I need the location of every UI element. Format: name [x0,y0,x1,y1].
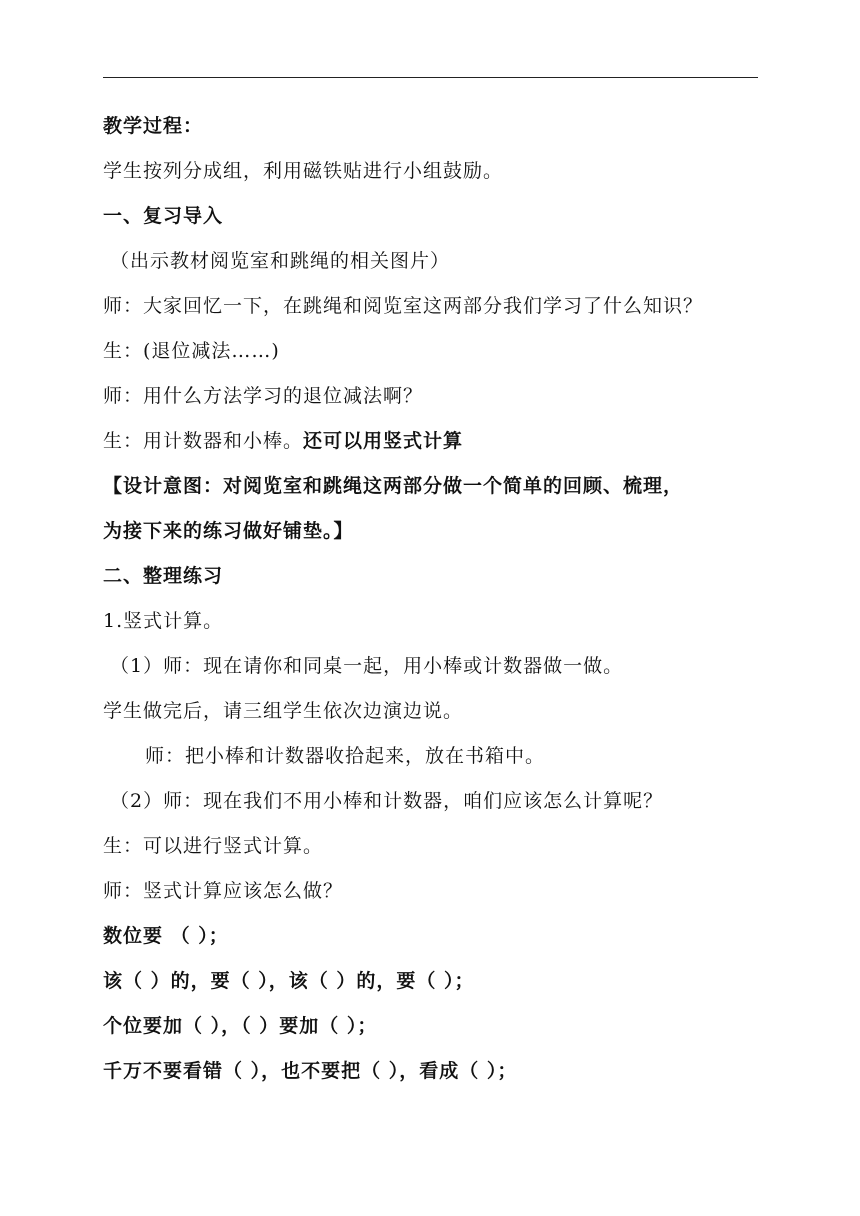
design-intent-line-1: 【设计意图：对阅览室和跳绳这两部分做一个简单的回顾、梳理， [103,475,684,497]
student-line-vertical: 生：可以进行竖式计算。 [103,835,324,857]
teaching-process-heading: 教学过程： [103,115,204,137]
student-line-tools [103,429,463,453]
rule-line-borrow: 该（ ）的，要（ ），该（ ）的，要（ ）； [103,970,475,992]
section-heading-review: 一、复习导入 [103,205,224,227]
design-intent-line-2: 为接下来的练习做好铺垫。】 [103,520,354,542]
teacher-line-put-away: 师：把小棒和计数器收拾起来，放在书箱中。 [145,745,546,767]
rule-line-align-digits: 数位要 （ ）； [103,925,229,947]
teacher-line-deskmate: （1）师：现在请你和同桌一起，用小棒或计数器做一做。 [110,655,624,677]
rule-line-ones-add: 个位要加（ ），（ ）要加（ ）； [103,1015,378,1037]
teacher-line-how: 师：竖式计算应该怎么做？ [103,880,344,902]
rule-line-dont-misread: 千万不要看错（ ），也不要把（ ），看成（ ）； [103,1060,518,1082]
student-line-tools-text: 生：用计数器和小棒。 [103,430,304,452]
student-line-subtraction: 生：(退位减法……) [103,340,280,362]
section-heading-practice: 二、整理练习 [103,565,224,587]
paragraph-show-pictures: （出示教材阅览室和跳绳的相关图片） [110,250,451,272]
student-line-tools-bold: 还可以用竖式计算 [303,430,464,452]
teacher-line-recall: 师：大家回忆一下，在跳绳和阅览室这两部分我们学习了什么知识？ [103,295,704,317]
paragraph-group-setup: 学生按列分成组，利用磁铁贴进行小组鼓励。 [103,160,504,182]
teacher-line-no-tools: （2）师：现在我们不用小棒和计数器，咱们应该怎么计算呢？ [110,790,664,812]
header-rule [103,77,758,78]
paragraph-students-demo: 学生做完后，请三组学生依次边演边说。 [103,700,464,722]
item-vertical-calc: 1.竖式计算。 [103,610,224,632]
teacher-line-method: 师：用什么方法学习的退位减法啊？ [103,385,424,407]
